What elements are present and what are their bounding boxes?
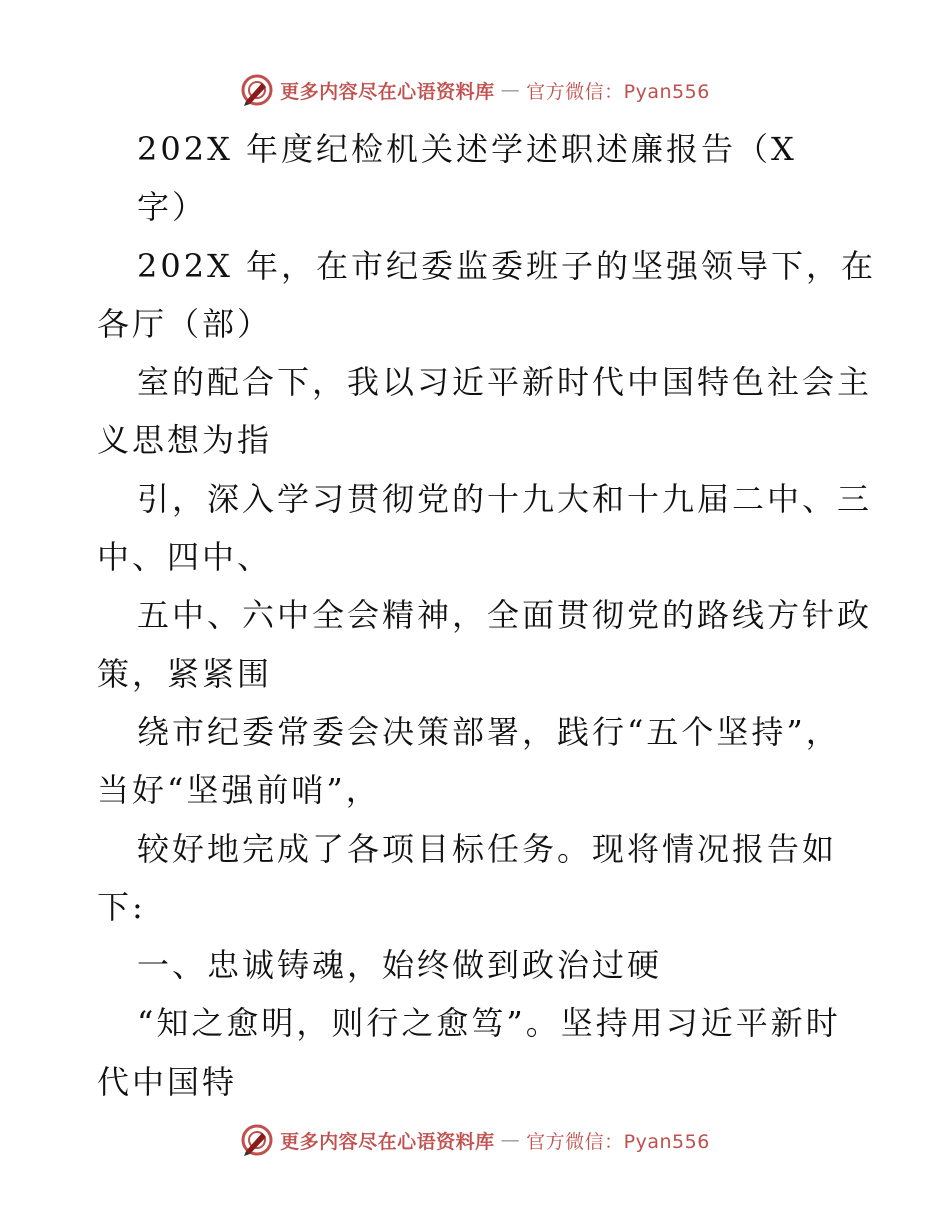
watermark-main-text: 更多内容尽在心语资料库 [280,80,495,103]
watermark-sub-text: 官方微信：Pyan556 [526,80,710,103]
watermark-sub-text: 官方微信：Pyan556 [526,1130,710,1153]
document-body [97,120,877,1111]
pen-logo-icon [240,1123,274,1157]
paragraph-line: “知之愈明，则行之愈笃”。坚持用习近平新时 [137,1004,841,1043]
paragraph-line: 中、四中、 [97,538,273,577]
paragraph-line: 代中国特 [97,1062,238,1101]
watermark-group [240,1123,710,1157]
watermark-separator: — [500,1129,521,1151]
watermark-separator: — [500,79,521,101]
paragraph-line: 义思想为指 [97,421,273,460]
watermark-group [240,73,710,107]
paragraph-line: 室的配合下，我以习近平新时代中国特色社会主 [137,363,873,402]
footer-watermark [0,1120,950,1160]
pen-logo-icon [240,73,274,107]
paragraph-line: 五中、六中全会精神，全面贯彻党的路线方针政 [137,596,873,635]
document-title-line-1: 202X 年度纪检机关述学述职述廉报告（X [137,130,797,168]
paragraph-line: 绕市纪委常委会决策部署，践行“五个坚持”， [137,712,841,751]
paragraph-line: 202X 年，在市纪委监委班子的坚强领导下，在 [137,246,877,285]
document-title-line-2: 字） [137,188,208,227]
watermark-main-text: 更多内容尽在心语资料库 [280,1130,495,1153]
paragraph-line: 下: [97,887,146,926]
paragraph-line: 各厅（部） [97,304,273,343]
paragraph-line: 引，深入学习贯彻党的十九大和十九届二中、三 [137,479,873,518]
paragraph-line: 策，紧紧围 [97,654,273,693]
paragraph-line: 当好“坚强前哨”， [97,771,381,810]
header-watermark [0,70,950,110]
paragraph-line: 较好地完成了各项目标任务。现将情况报告如 [137,829,838,868]
section-heading: 一、忠诚铸魂，始终做到政治过硬 [137,946,663,985]
